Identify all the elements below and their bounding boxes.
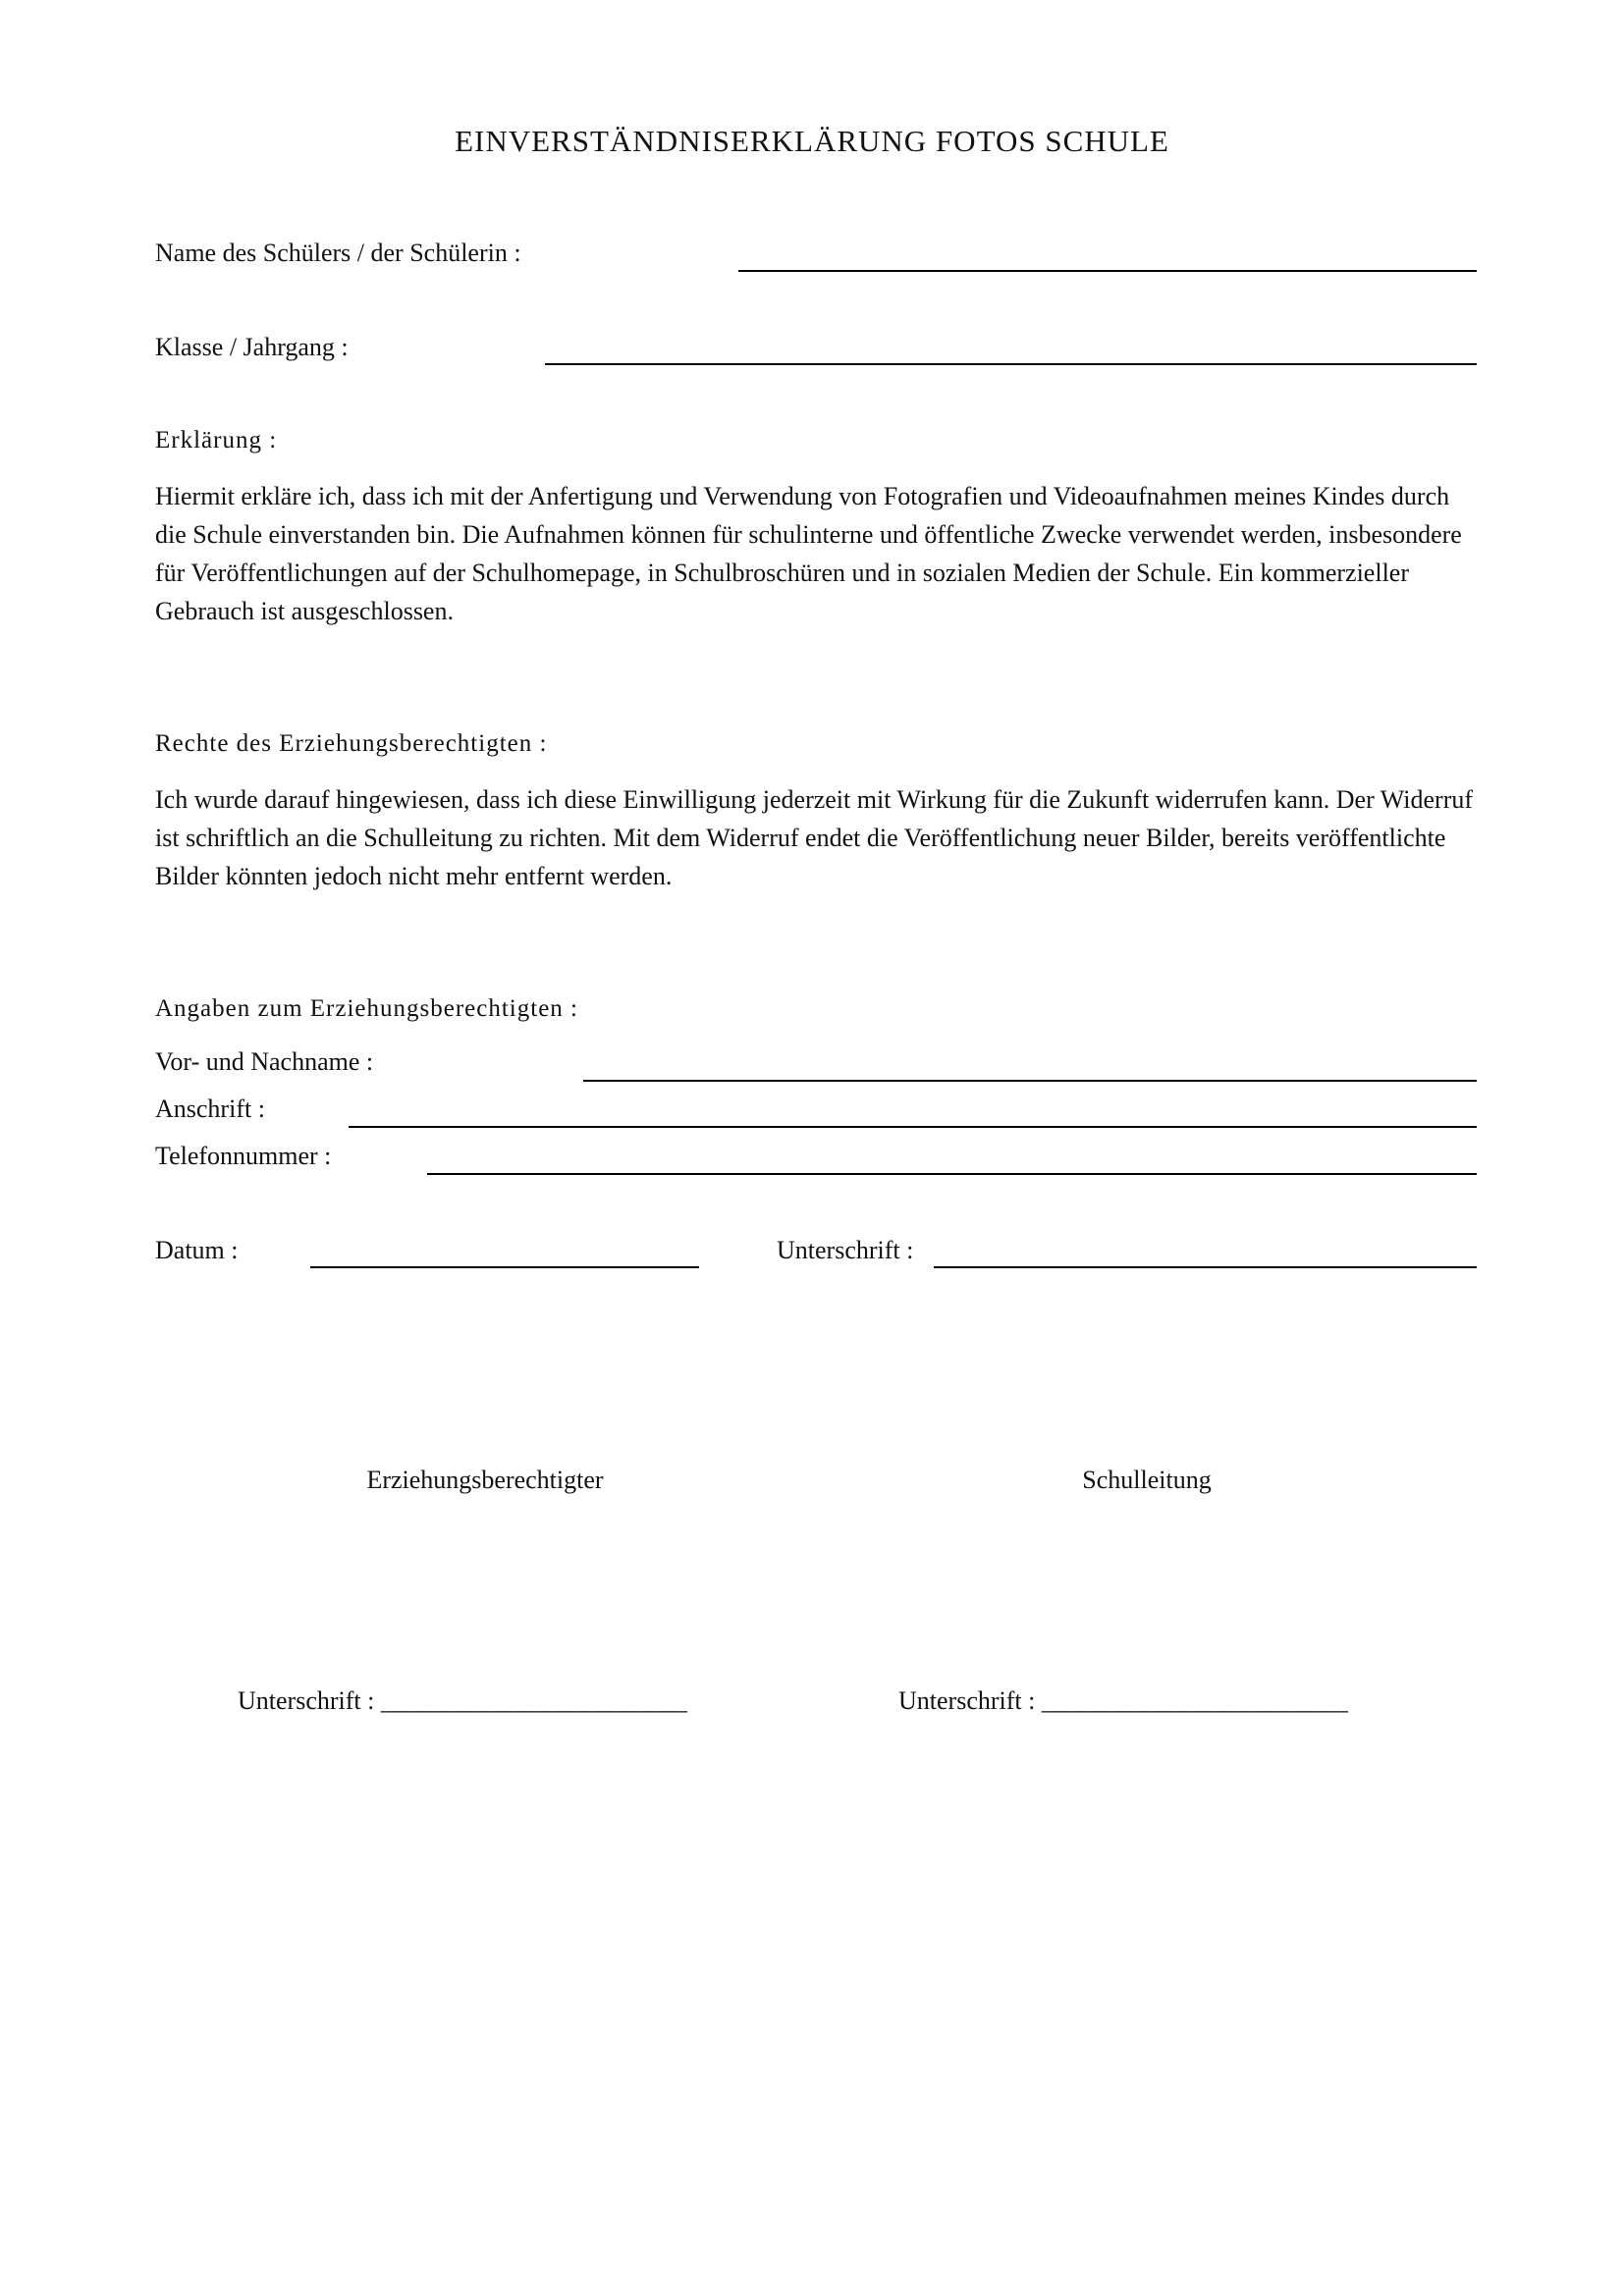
guardian-heading: Angaben zum Erziehungsberechtigten : <box>155 995 578 1022</box>
class-label: Klasse / Jahrgang : <box>155 333 349 361</box>
student-name-field[interactable] <box>738 270 1477 272</box>
signature-field[interactable] <box>934 1266 1477 1268</box>
guardian-signature-line[interactable]: Unterschrift : ________________________ <box>238 1686 687 1715</box>
guardian-phone-label: Telefonnummer : <box>155 1142 332 1170</box>
declaration-text: Hiermit erkläre ich, dass ich mit der Anfertigung und Verwendung von Fotografien und Videoaufnahmen meines Kindes durch die Schule einverstanden bin. Die Aufnahmen können für schulinterne und öffentliche Zwecke verwendet werden, insbesondere für Veröffentlichungen auf der Schulhomepage, in Schulbroschüren und in sozialen Medien der Schule. Ein kommerzieller Gebrauch ist ausgeschlossen. <box>155 482 1462 625</box>
signature-label: Unterschrift : <box>777 1236 914 1264</box>
rights-heading: Rechte des Erziehungsberechtigten : <box>155 730 548 757</box>
rights-text: Ich wurde darauf hingewiesen, dass ich diese Einwilligung jederzeit mit Wirkung für die Zukunft widerrufen kann. Der Widerruf ist schriftlich an die Schulleitung zu richten. Mit dem Widerruf endet die Veröffentlichung neuer Bilder, bereits veröffentlichte Bilder könnten jedoch nicht mehr entfernt werden. <box>155 785 1474 890</box>
document-title: EINVERSTÄNDNISERKLÄRUNG FOTOS SCHULE <box>455 124 1169 158</box>
declaration-heading: Erklärung : <box>155 427 278 454</box>
guardian-phone-field[interactable] <box>427 1173 1477 1175</box>
student-name-label: Name des Schülers / der Schülerin : <box>155 239 521 267</box>
guardian-address-label: Anschrift : <box>155 1095 265 1123</box>
guardian-address-field[interactable] <box>349 1126 1477 1128</box>
guardian-name-label: Vor- und Nachname : <box>155 1047 374 1076</box>
class-field[interactable] <box>545 363 1477 365</box>
guardian-name-field[interactable] <box>583 1080 1477 1082</box>
school-signature-line[interactable]: Unterschrift : ________________________ <box>898 1686 1348 1715</box>
guardian-title: Erziehungsberechtigter <box>366 1466 604 1494</box>
date-field[interactable] <box>310 1266 699 1268</box>
date-label: Datum : <box>155 1236 239 1264</box>
school-title: Schulleitung <box>1082 1466 1212 1494</box>
